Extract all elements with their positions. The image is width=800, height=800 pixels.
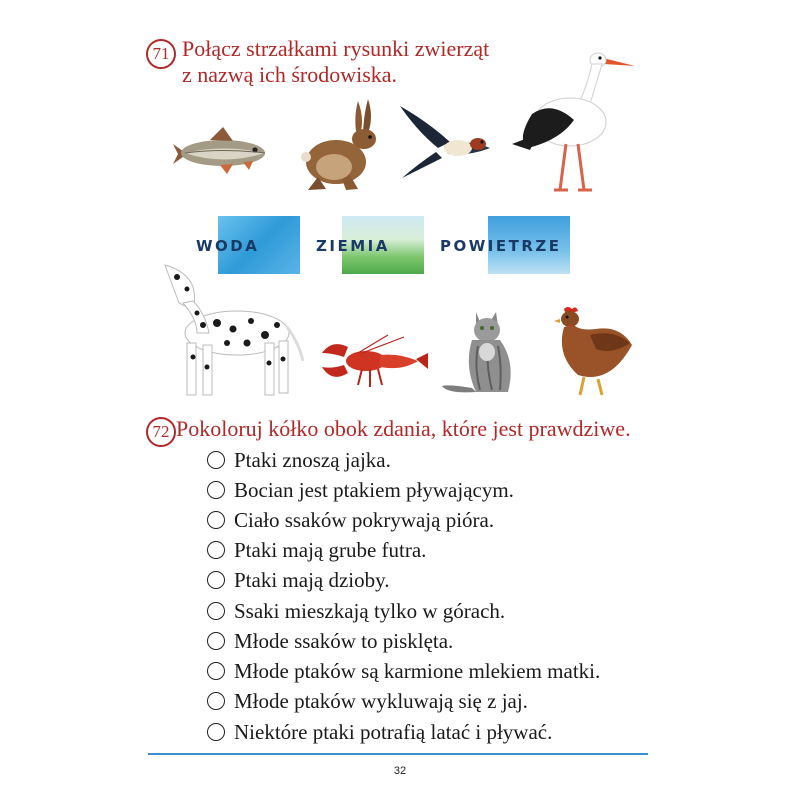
statement-radio[interactable] xyxy=(207,541,225,559)
statement-item xyxy=(207,565,390,595)
stork-icon[interactable] xyxy=(508,40,636,192)
statement-text: Ptaki mają grube futra. xyxy=(234,537,427,562)
cat-icon[interactable] xyxy=(438,306,520,398)
statement-radio[interactable] xyxy=(207,451,225,469)
statement-text: Ptaki mają dzioby. xyxy=(234,567,390,592)
statement-text: Młode ssaków to pisklęta. xyxy=(234,628,454,653)
hen-icon[interactable] xyxy=(550,305,635,400)
statement-radio[interactable] xyxy=(207,481,225,499)
habitat-label-ziemia: ZIEMIA xyxy=(316,237,390,255)
fish-icon[interactable] xyxy=(165,122,275,177)
exercise-71-instruction-line-2: z nazwą ich środowiska. xyxy=(182,62,398,87)
statement-item xyxy=(207,717,552,747)
statement-text: Ciało ssaków pokrywają pióra. xyxy=(234,507,495,532)
statement-item xyxy=(207,505,494,535)
statement-radio[interactable] xyxy=(207,692,225,710)
statement-item xyxy=(207,686,528,716)
statement-radio[interactable] xyxy=(207,662,225,680)
statement-radio[interactable] xyxy=(207,511,225,529)
statement-text: Młode ptaków wykluwają się z jaj. xyxy=(234,688,528,713)
statement-text: Ssaki mieszkają tylko w górach. xyxy=(234,598,506,623)
hare-icon[interactable] xyxy=(298,97,383,194)
statement-radio[interactable] xyxy=(207,602,225,620)
swallow-icon[interactable] xyxy=(398,102,493,180)
statement-text: Młode ptaków są karmione mlekiem matki. xyxy=(234,658,601,683)
statement-radio[interactable] xyxy=(207,632,225,650)
crayfish-icon[interactable] xyxy=(318,333,430,393)
statement-item xyxy=(207,626,453,656)
exercise-72-instruction: Pokoloruj kółko obok zdania, które jest prawdziwe. xyxy=(176,416,631,441)
exercise-72-number: 72 xyxy=(146,417,176,447)
dalmatian-icon[interactable] xyxy=(157,263,305,398)
statement-item xyxy=(207,656,600,686)
statement-text: Niektóre ptaki potrafią latać i pływać. xyxy=(234,719,553,744)
footer-rule xyxy=(148,753,648,755)
statement-item xyxy=(207,445,391,475)
statement-item xyxy=(207,596,505,626)
statement-item xyxy=(207,535,426,565)
exercise-71-instruction-line-1: Połącz strzałkami rysunki zwierząt xyxy=(182,36,490,61)
statement-item xyxy=(207,475,514,505)
habitat-label-woda: WODA xyxy=(196,237,260,255)
statement-text: Ptaki znoszą jajka. xyxy=(234,447,391,472)
exercise-71-number: 71 xyxy=(146,39,176,69)
statement-radio[interactable] xyxy=(207,571,225,589)
statement-text: Bocian jest ptakiem pływającym. xyxy=(234,477,514,502)
page-number: 32 xyxy=(393,765,407,777)
statement-radio[interactable] xyxy=(207,723,225,741)
habitat-label-powietrze: POWIETRZE xyxy=(440,237,562,255)
